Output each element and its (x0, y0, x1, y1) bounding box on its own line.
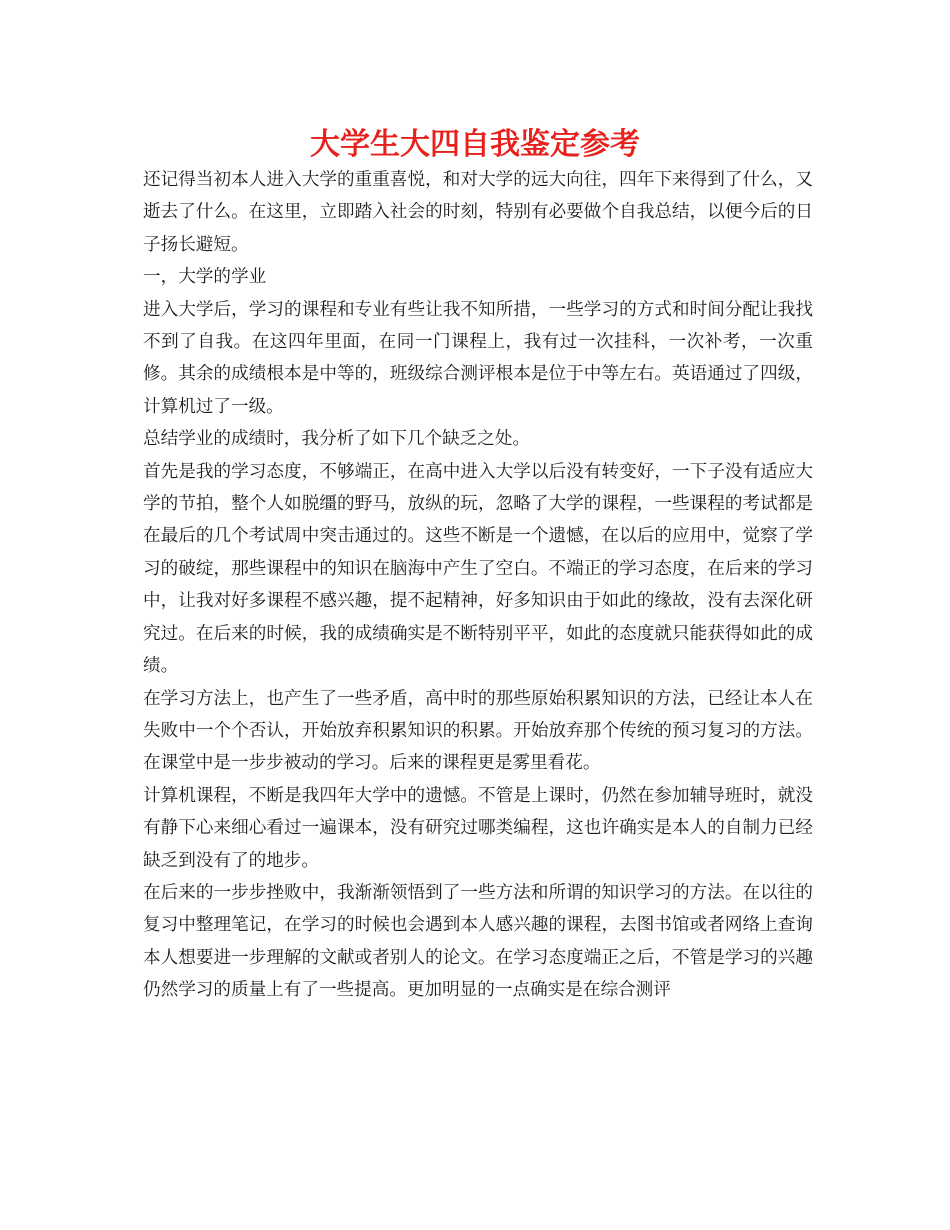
paragraph-intro: 还记得当初本人进入大学的重重喜悦，和对大学的远大向往，四年下来得到了什么，又逝去了什么。在这里，立即踏入社会的时刻，特别有必要做个自我总结，以便今后的日子扬长避短。 (143, 170, 813, 255)
section-heading-academics: 一，大学的学业 (143, 267, 267, 288)
paragraph-academics: 进入大学后，学习的课程和专业有些让我不知所措，一些学习的方式和时间分配让我找不到了自我。在这四年里面，在同一门课程上，我有过一次挂科，一次补考，一次重修。其余的成绩根本是中等的，班级综合测评根本是位于中等左右。英语通过了四级，计算机过了一级。 (143, 299, 813, 417)
document-body (143, 164, 813, 1007)
document-title: 大学生大四自我鉴定参考 (310, 127, 640, 162)
paragraph-improvement: 在后来的一步步挫败中，我渐渐领悟到了一些方法和所谓的知识学习的方法。在以往的复习中整理笔记，在学习的时候也会遇到本人感兴趣的课程，去图书馆或者网络上查询本人想要进一步理解的文献或者别人的论文。在学习态度端正之后，不管是学习的兴趣仍然学习的质量上有了一些提高。更加明显的一点确实是在综合测评 (143, 882, 813, 1001)
paragraph-attitude: 首先是我的学习态度，不够端正，在高中进入大学以后没有转变好，一下子没有适应大学的节拍，整个人如脱缰的野马，放纵的玩，忽略了大学的课程，一些课程的考试都是在最后的几个考试周中突击通过的。这些不断是一个遗憾，在以后的应用中，觉察了学习的破绽，那些课程中的知识在脑海中产生了空白。不端正的学习态度，在后来的学习中，让我对好多课程不感兴趣，提不起精神，好多知识由于如此的缘故，没有去深化研究过。在后来的时候，我的成绩确实是不断特别平平，如此的态度就只能获得如此的成绩。 (143, 461, 813, 677)
paragraph-shortcomings: 总结学业的成绩时，我分析了如下几个缺乏之处。 (143, 429, 531, 450)
paragraph-methods: 在学习方法上，也产生了一些矛盾，高中时的那些原始积累知识的方法，已经让本人在失败中一个个否认，开始放弃积累知识的积累。开始放弃那个传统的预习复习的方法。在课堂中是一步步被动的学习。后来的课程更是雾里看花。 (143, 688, 813, 774)
paragraph-computer: 计算机课程，不断是我四年大学中的遗憾。不管是上课时，仍然在参加辅导班时，就没有静下心来细心看过一遍课本，没有研究过哪类编程，这也许确实是本人的自制力已经缺乏到没有了的地步。 (143, 785, 813, 871)
